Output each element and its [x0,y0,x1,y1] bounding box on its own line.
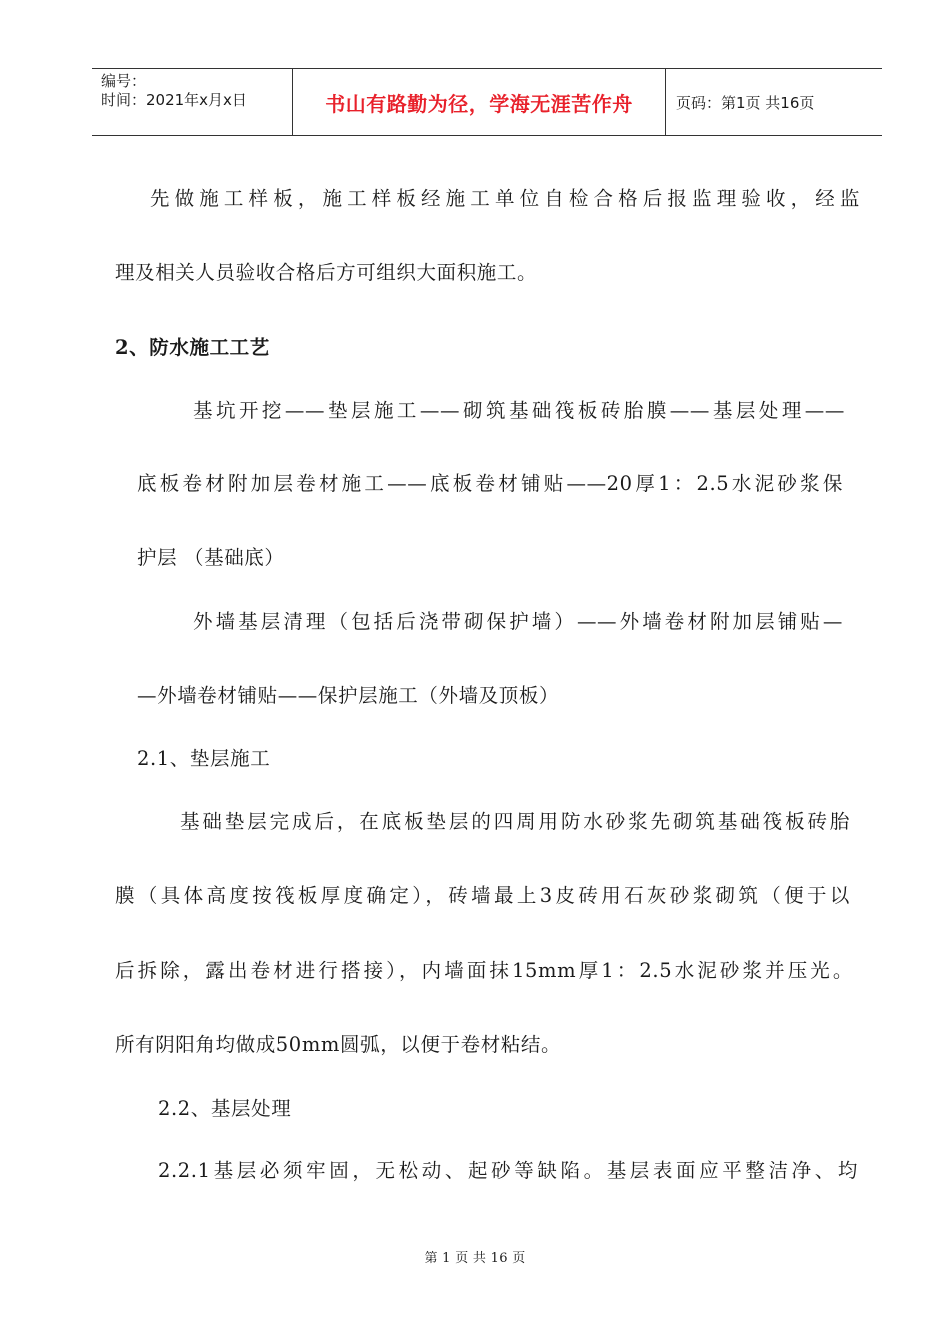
paragraph-1-line-2: 理及相关人员验收合格后方可组织大面积施工。 [115,261,538,284]
paragraph-5-line-1: 2.2.1基层必须牢固，无松动、起砂等缺陷。基层表面应平整洁净、均 [158,1159,858,1182]
paragraph-4-line-4: 所有阴阳角均做成50mm圆弧，以便于卷材粘结。 [115,1033,562,1056]
page-footer: 第 1 页 共 16 页 [424,1251,526,1266]
paragraph-2-line-1: 基坑开挖——垫层施工——砌筑基础筏板砖胎膜——基层处理—— [193,399,845,422]
paragraph-4-line-2: 膜（具体高度按筏板厚度确定），砖墙最上3皮砖用石灰砂浆砌筑（便于以 [115,884,850,907]
paragraph-4-line-3: 后拆除，露出卷材进行搭接），内墙面抹15mm厚1：2.5水泥砂浆并压光。 [115,959,853,982]
page-header [92,68,882,136]
paragraph-4-line-1: 基础垫层完成后，在底板垫层的四周用防水砂浆先砌筑基础筏板砖胎 [180,810,850,833]
paragraph-3-line-1: 外墙基层清理（包括后浇带砌保护墙）——外墙卷材附加层铺贴— [193,610,843,633]
paragraph-3-line-2: —外墙卷材铺贴——保护层施工（外墙及顶板） [137,684,560,707]
paragraph-2-line-2: 底板卷材附加层卷材施工——底板卷材铺贴——20厚1：2.5水泥砂浆保 [137,472,843,495]
header-time-label: 时间：2021年x月x日 [101,91,247,109]
header-page-info: 页码：第1页 共16页 [676,93,815,112]
header-meta [92,69,293,135]
section-heading-2-2: 2.2、基层处理 [158,1097,292,1120]
paragraph-2-line-3: 护层 （基础底） [137,546,285,569]
header-number-label: 编号： [101,72,147,90]
header-motto: 书山有路勤为径，学海无涯苦作舟 [293,69,666,135]
section-heading-2: 2、防水施工工艺 [115,336,270,359]
paragraph-1-line-1: 先做施工样板，施工样板经施工单位自检合格后报监理验收，经监 [150,187,860,210]
section-heading-2-1: 2.1、垫层施工 [137,747,271,770]
